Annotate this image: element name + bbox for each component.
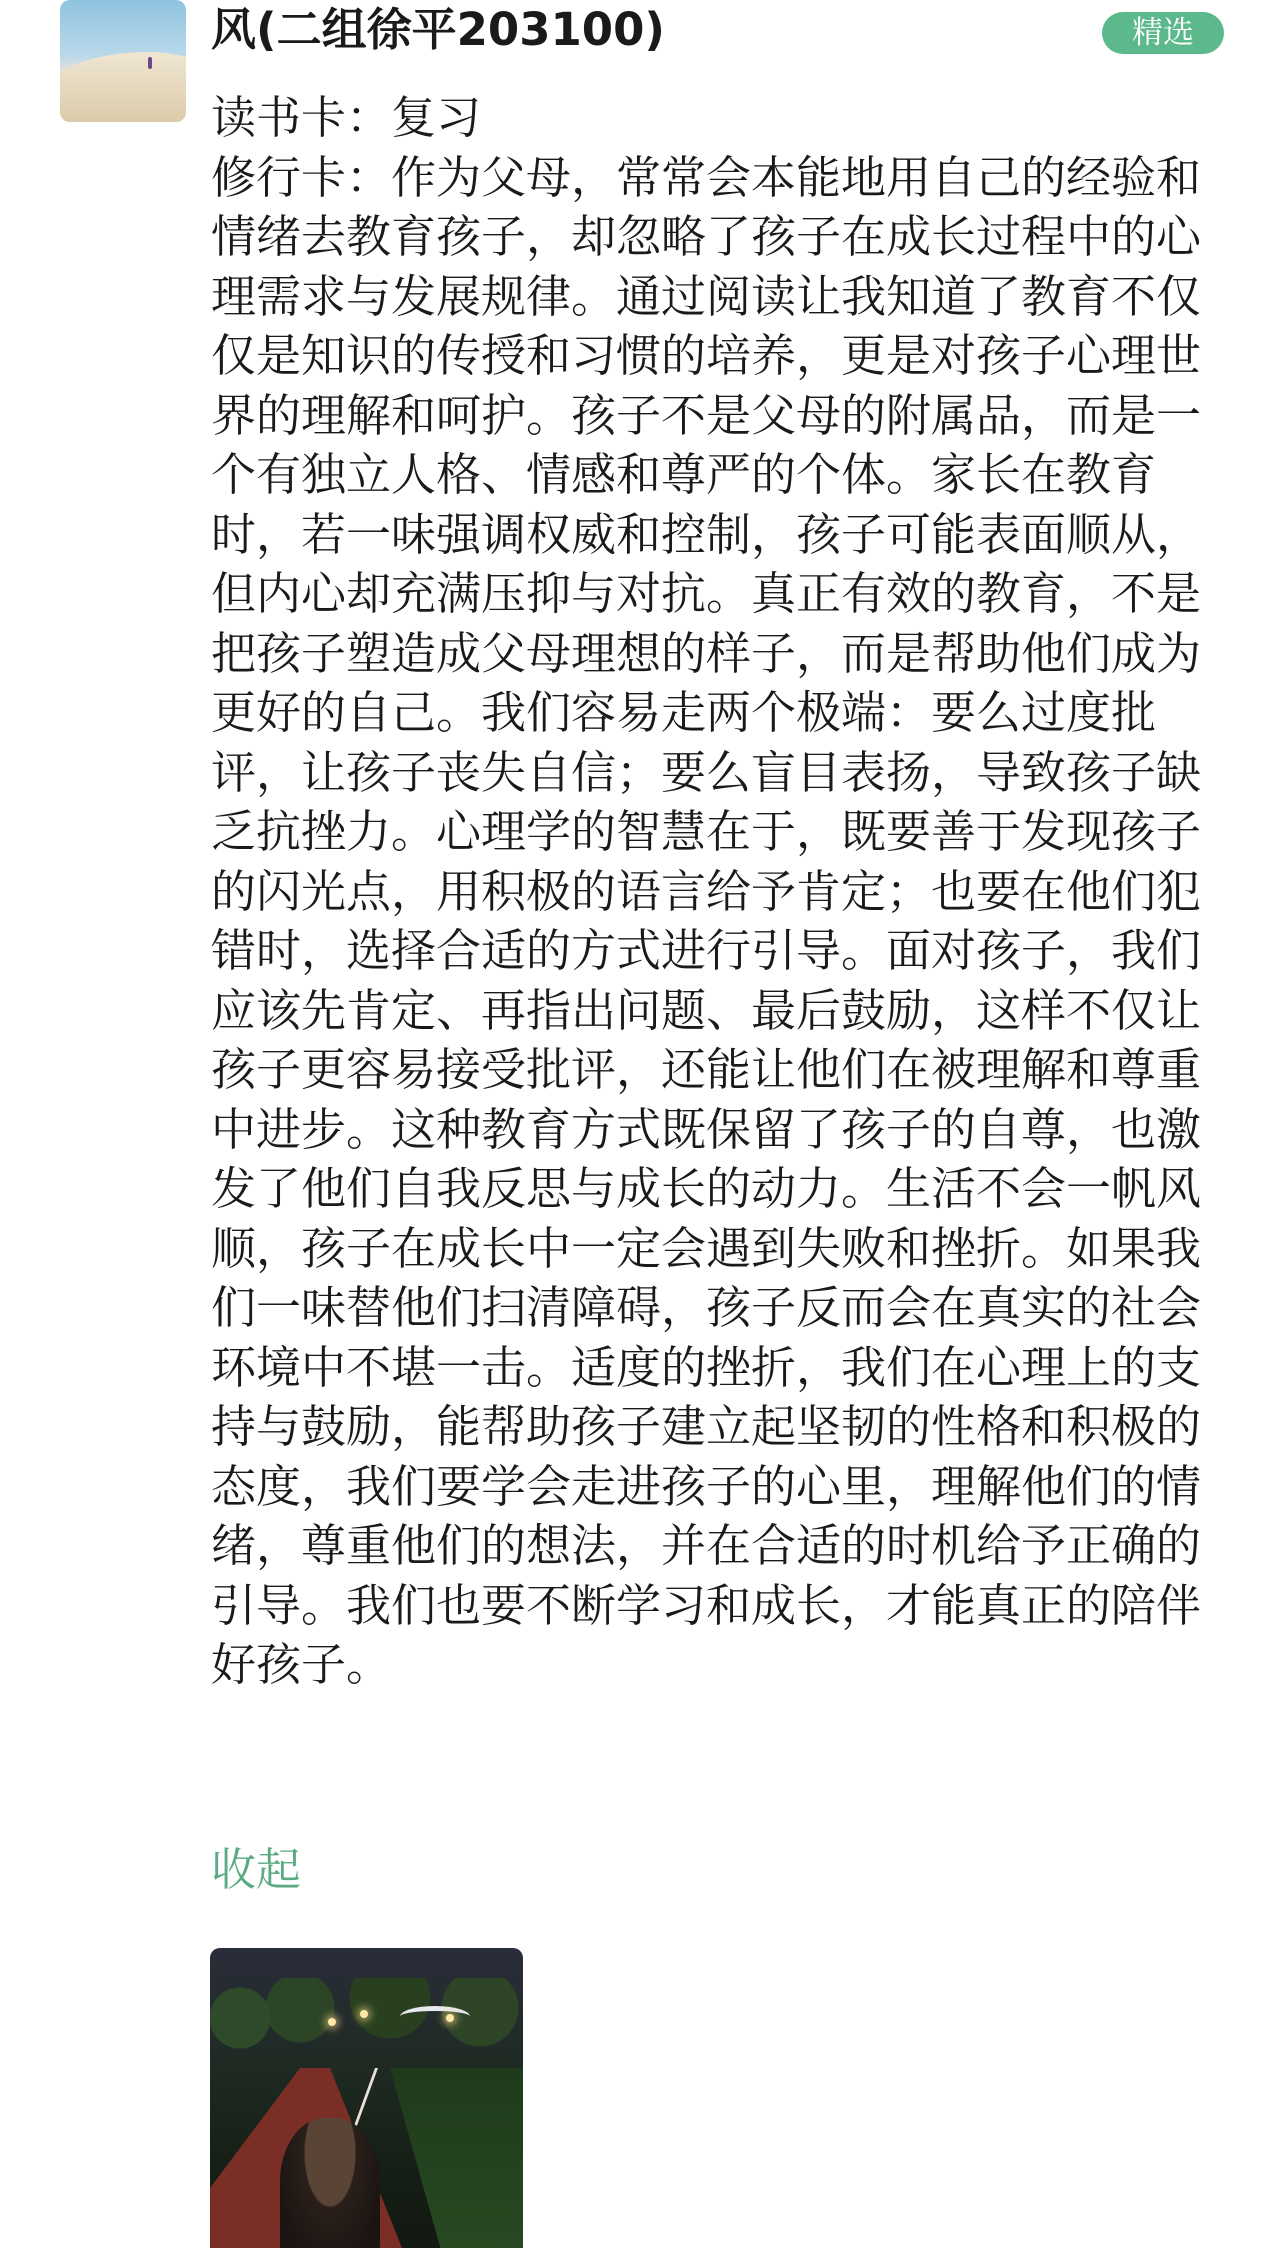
photo-lamp-shape <box>446 2014 454 2022</box>
practice-card-text: 修行卡：作为父母，常常会本能地用自己的经验和情绪去教育孩子，却忽略了孩子在成长过程中的心理需求与发展规律。通过阅读让我知道了教育不仅仅是知识的传授和习惯的培养，更是对孩子心理世界的理解和呵护。孩子不是父母的附属品，而是一个有独立人格、情感和尊严的个体。家长在教育时，若一味强调权威和控制，孩子可能表面顺从，但内心却充满压抑与对抗。真正有效的教育，不是把孩子塑造成父母理想的样子，而是帮助他们成为更好的自己。我们容易走两个极端：要么过度批评，让孩子丧失自信；要么盲目表扬，导致孩子缺乏抗挫力。心理学的智慧在于，既要善于发现孩子的闪光点，用积极的语言给予肯定；也要在他们犯错时，选择合适的方式进行引导。面对孩子，我们应该先肯定、再指出问题、最后鼓励，这样不仅让孩子更容易接受批评，还能让他们在被理解和尊重中进步。这种教育方式既保留了孩子的自尊，也激发了他们自我反思与成长的动力。生活不会一帆风顺，孩子在成长中一定会遇到失败和挫折。如果我们一味替他们扫清障碍，孩子反而会在真实的社会环境中不堪一击。适度的挫折，我们在心理上的支持与鼓励，能帮助孩子建立起坚韧的性格和积极的态度，我们要学会走进孩子的心里，理解他们的情绪，尊重他们的想法，并在合适的时机给予正确的引导。我们也要不断学习和成长，才能真正的陪伴好孩子。 <box>211 150 1202 1691</box>
reading-card-text: 读书卡：复习 <box>211 91 482 144</box>
avatar[interactable] <box>60 0 186 122</box>
avatar-dune-shape <box>60 52 186 122</box>
featured-badge: 精选 <box>1102 12 1224 54</box>
author-name[interactable]: 风(二组徐平203100) <box>211 3 665 56</box>
post-photo[interactable] <box>210 1948 523 2248</box>
collapse-link[interactable]: 收起 <box>211 1843 302 1896</box>
photo-grass-shape <box>390 2068 523 2248</box>
post-body <box>211 88 1201 1695</box>
photo-trees-shape <box>210 1978 523 2068</box>
photo-lamp-shape <box>360 2010 368 2018</box>
avatar-figure-shape <box>148 57 152 69</box>
photo-lamp-shape <box>328 2018 336 2026</box>
photo-bridge-shape <box>400 2006 470 2027</box>
photo-person-shape <box>280 2118 380 2248</box>
